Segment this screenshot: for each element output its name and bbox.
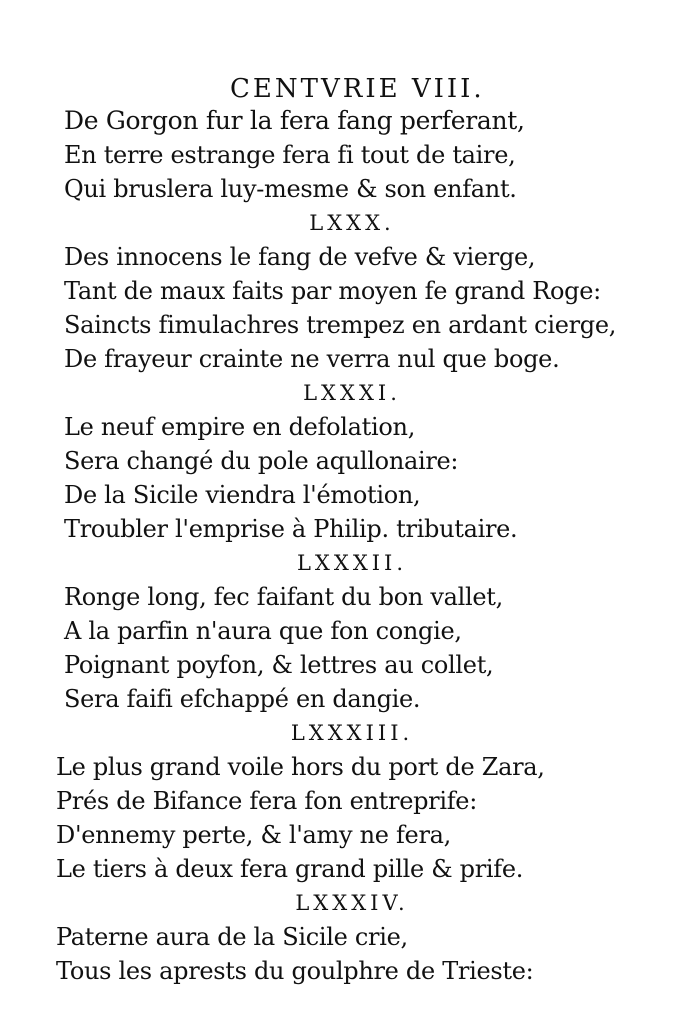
quatrain-lxxxiv: [0, 886, 680, 988]
quatrain-number: LXXXIII.: [290, 721, 414, 745]
verse-line: Ronge long, fec faifant du bon vallet,: [64, 583, 503, 611]
verse-line: A la parfin n'aura que fon congie,: [64, 617, 462, 645]
verse-line: Tous les aprests du goulphre de Trieste:: [56, 957, 534, 985]
opening-lines: [0, 104, 680, 206]
quatrain-number: LXXXIV.: [295, 891, 409, 915]
verse-line: De la Sicile viendra l'émotion,: [64, 481, 421, 509]
verse-line: Paterne aura de la Sicile crie,: [56, 923, 408, 951]
verse-line: Saincts fimulachres trempez en ardant cierge,: [64, 311, 617, 339]
verse-line: En terre estrange fera fi tout de taire,: [64, 141, 516, 169]
quatrain-lxxxi: [0, 376, 680, 546]
quatrain-lxxxiii: [0, 716, 680, 886]
verse-line: Le plus grand voile hors du port de Zara,: [56, 753, 545, 781]
verse-line: Prés de Bifance fera fon entreprife:: [56, 787, 477, 815]
verse-line: Sera faifi efchappé en dangie.: [64, 685, 421, 713]
quatrain-lxxxii: [0, 546, 680, 716]
verse-line: Des innocens le fang de vefve & vierge,: [64, 243, 536, 271]
verse-line: De frayeur crainte ne verra nul que boge.: [64, 345, 560, 373]
verse-line: Le neuf empire en defolation,: [64, 413, 416, 441]
verse-line: Troubler l'emprise à Philip. tributaire.: [64, 515, 518, 543]
quatrain-lxxx: [0, 206, 680, 376]
running-head: CENTVRIE VIII.: [230, 74, 485, 104]
verse-line: De Gorgon fur la fera fang perferant,: [64, 106, 525, 135]
quatrain-number: LXXXII.: [296, 551, 408, 575]
verse-line: Le tiers à deux fera grand pille & prife.: [56, 855, 524, 883]
quatrain-number: LXXXI.: [303, 381, 401, 405]
verse-line: D'ennemy perte, & l'amy ne fera,: [56, 821, 451, 849]
verse-line: Qui bruslera luy-mesme & son enfant.: [64, 175, 517, 203]
verse-line: Tant de maux faits par moyen fe grand Roge:: [64, 277, 601, 305]
verse-line: Sera changé du pole aqullonaire:: [64, 447, 459, 475]
verse-line: Poignant poyfon, & lettres au collet,: [64, 651, 494, 679]
quatrain-number: LXXX.: [309, 211, 395, 235]
